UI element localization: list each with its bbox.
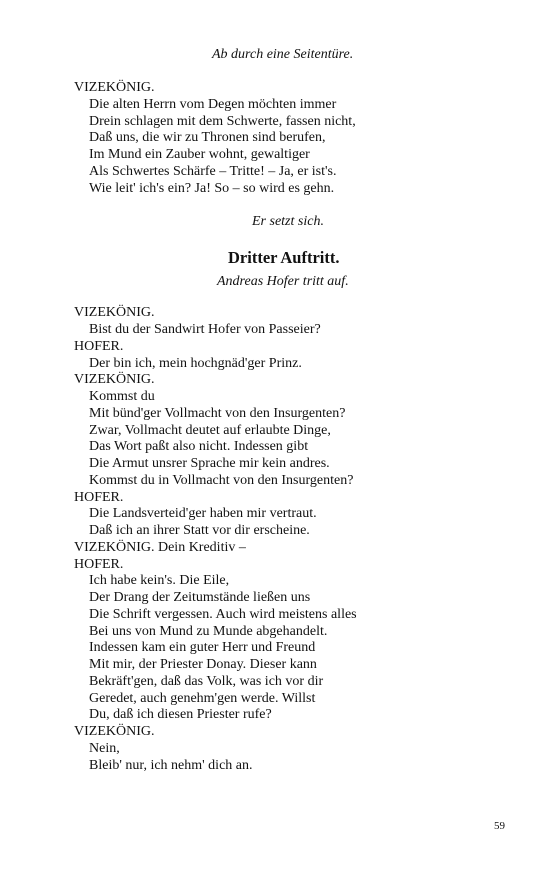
speaker-name: HOFER. [74,338,124,354]
verse-line: Drein schlagen mit dem Schwerte, fassen nicht, [89,113,356,129]
verse-line: Der bin ich, mein hochgnäd'ger Prinz. [89,355,302,371]
stage-direction: Ab durch eine Seitentüre. [212,47,354,62]
verse-line: Als Schwertes Schärfe – Tritte! – Ja, er ist's. [89,163,337,179]
verse-line: Geredet, auch genehm'gen werde. Willst [89,690,316,706]
verse-line: Die Armut unsrer Sprache mir kein andres. [89,456,330,471]
stage-direction: Andreas Hofer tritt auf. [217,274,349,290]
verse-line: Bleib' nur, ich nehm' dich an. [89,757,253,773]
verse-line: Nein, [89,740,120,756]
verse-line: Bist du der Sandwirt Hofer von Passeier? [89,322,321,337]
verse-line: Wie leit' ich's ein? Ja! So – so wird es gehn. [89,180,335,196]
speech-block [74,80,494,197]
verse-line: Mit bünd'ger Vollmacht von den Insurgenten? [89,405,346,421]
verse-line: Die Landsverteid'ger haben mir vertraut. [89,506,317,522]
verse-line: Zwar, Vollmacht deutet auf erlaubte Dinge, [89,422,331,438]
verse-line: Die Schrift vergessen. Auch wird meistens alles [89,606,357,622]
verse-line: Bei uns von Mund zu Munde abgehandelt. [89,623,328,639]
verse-line: Die alten Herrn vom Degen möchten immer [89,96,337,112]
verse-line: Daß uns, die wir zu Thronen sind berufen, [89,130,326,146]
verse-line: Du, daß ich diesen Priester rufe? [89,707,272,723]
verse-line: Indessen kam ein guter Herr und Freund [89,640,316,656]
speaker-name: VIZEKÖNIG. [74,305,155,321]
dialogue [74,305,494,774]
stage-direction: Er setzt sich. [252,214,324,230]
speaker-name: VIZEKÖNIG. [74,372,155,388]
verse-line: Kommst du [89,389,155,404]
verse-line: Ich habe kein's. Die Eile, [89,573,230,589]
speaker-name: HOFER. [74,489,124,505]
verse-line: Kommst du in Vollmacht von den Insurgenten? [89,472,354,488]
verse-line: Im Mund ein Zauber wohnt, gewaltiger [89,147,310,162]
page-number: 59 [494,820,505,832]
verse-line: Bekräft'gen, daß das Volk, was ich vor dir [89,673,324,689]
verse-line: Der Drang der Zeitumstände ließen uns [89,590,311,605]
verse-line: Das Wort paßt also nicht. Indessen gibt [89,439,309,455]
page-text [74,46,494,774]
verse-line: Daß ich an ihrer Statt vor dir erscheine. [89,523,310,538]
verse-line: Mit mir, der Priester Donay. Dieser kann [89,657,317,672]
scene-heading: Dritter Auftritt. [228,248,340,268]
speaker-name: HOFER. [74,556,124,572]
speaker-name: VIZEKÖNIG. Dein Kreditiv – [74,539,246,555]
speaker-name: VIZEKÖNIG. [74,724,155,739]
speaker-name: VIZEKÖNIG. [74,80,155,95]
